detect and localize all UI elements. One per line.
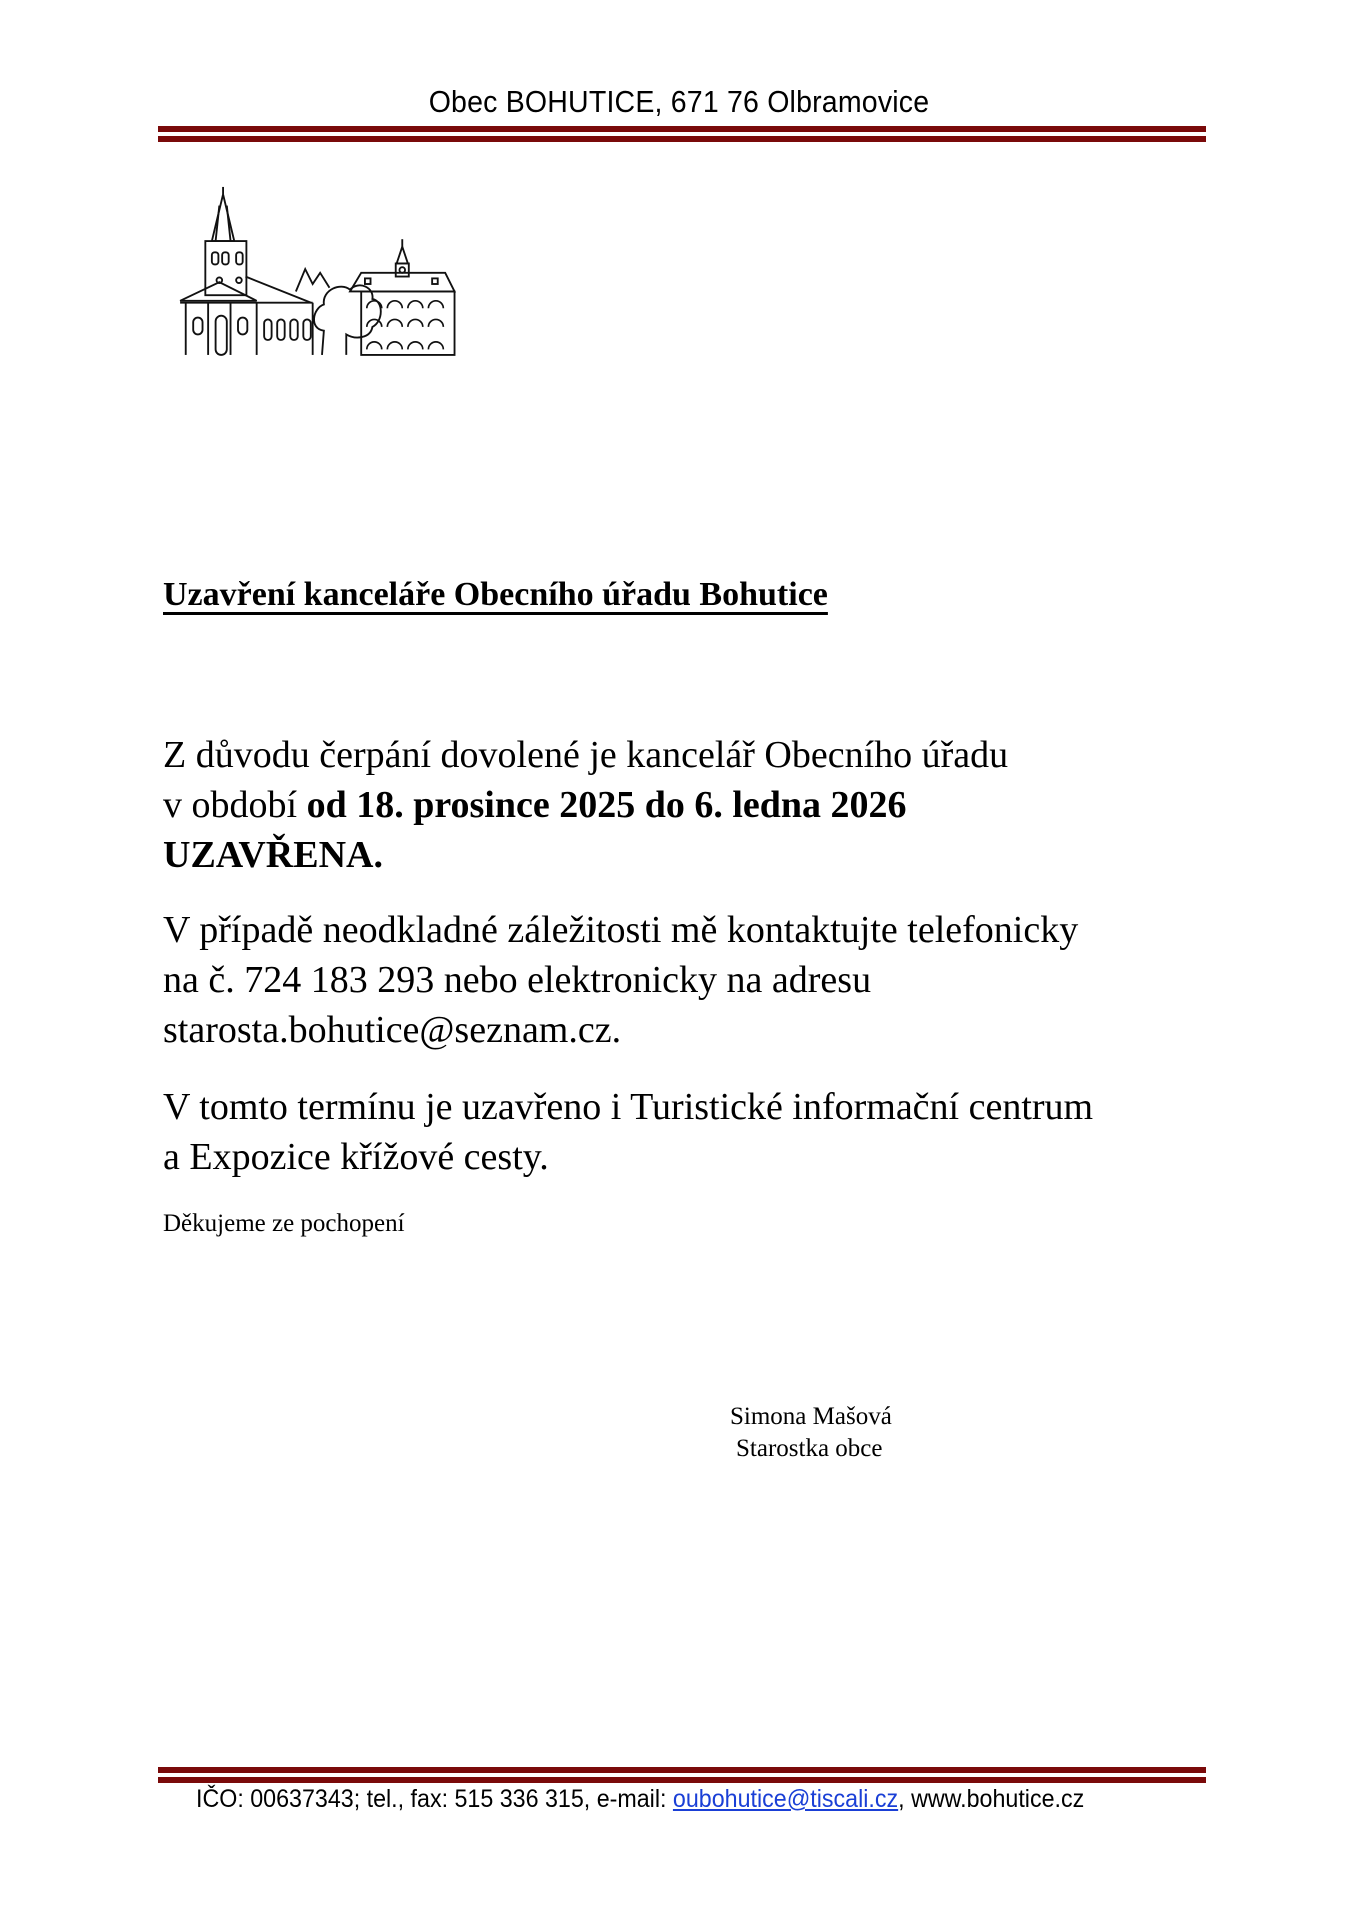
thanks-text: Děkujeme ze pochopení [163, 1210, 405, 1237]
closure-paragraph [163, 730, 1008, 880]
footer-contact [196, 1785, 1084, 1814]
letterhead-title: Obec BOHUTICE, 671 76 Olbramovice [428, 84, 930, 119]
contact-paragraph [163, 905, 1078, 1055]
header-rule-top [158, 126, 1206, 132]
closure-line-3 [163, 830, 1008, 880]
footer-suffix: , www.bohutice.cz [898, 1785, 1085, 1813]
closure-period-prefix: v období [163, 784, 307, 826]
closure-line-1: Z důvodu čerpání dovolené je kancelář Obecního úřadu [163, 734, 1009, 776]
signature-name: Simona Mašová [730, 1403, 892, 1430]
closure-status: UZAVŘENA. [163, 834, 383, 876]
contact-email: starosta.bohutice@seznam.cz. [163, 1009, 622, 1051]
info-line-2: a Expozice křížové cesty. [163, 1136, 549, 1178]
header-rule-bottom [158, 136, 1206, 142]
contact-line-1: V případě neodkladné záležitosti mě kontaktujte telefonicky [163, 909, 1079, 951]
closure-dates: od 18. prosince 2025 do 6. ledna 2026 [306, 784, 907, 826]
footer-prefix: IČO: 00637343; tel., fax: 515 336 315, e-mail: [196, 1785, 673, 1813]
village-logo-icon [162, 172, 482, 368]
signature-role: Starostka obce [736, 1435, 883, 1462]
closure-line-2 [163, 780, 1008, 830]
info-centre-paragraph [163, 1082, 1093, 1182]
info-line-1: V tomto termínu je uzavřeno i Turistické informační centrum [163, 1086, 1094, 1128]
footer-rule-top [158, 1767, 1206, 1773]
footer-email-link[interactable]: oubohutice@tiscali.cz [672, 1785, 899, 1813]
contact-line-2: na č. 724 183 293 nebo elektronicky na adresu [163, 959, 872, 1001]
footer-rule-bottom [158, 1777, 1206, 1783]
notice-heading: Uzavření kanceláře Obecního úřadu Bohutice [163, 576, 828, 613]
